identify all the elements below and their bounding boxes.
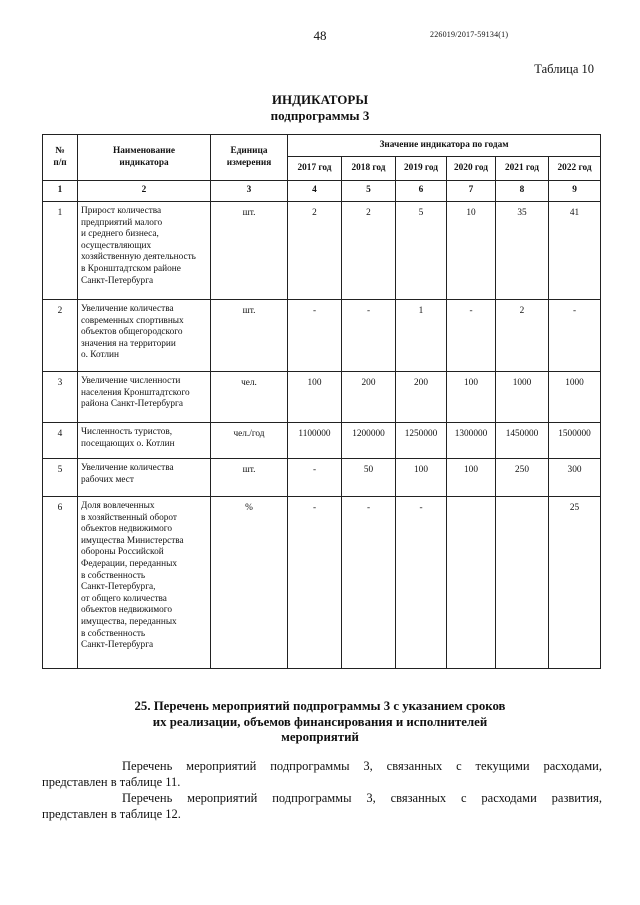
- column-number: 6: [396, 181, 447, 202]
- row-value: 100: [288, 372, 342, 423]
- header-row: [43, 135, 601, 157]
- paragraph-table-11: [42, 758, 602, 790]
- paragraph-line: Перечень мероприятий подпрограммы 3, связанных с расходами развития,: [122, 791, 602, 805]
- header-year: 2018 год: [342, 157, 396, 181]
- row-value: 100: [396, 459, 447, 497]
- table-row: [43, 202, 601, 300]
- row-unit: %: [211, 497, 288, 669]
- row-name: Увеличение количества рабочих мест: [78, 459, 211, 497]
- row-name: Доля вовлеченных в хозяйственный оборот объектов недвижимого имущества Министерства обороны Российской Федерации, переданных в собственность Санкт-Петербурга, от общего количества объектов недвижимого имущества, переданных в собственность Санкт-Петербурга: [78, 497, 211, 669]
- row-value: -: [342, 497, 396, 669]
- header-year: 2017 год: [288, 157, 342, 181]
- row-num: 3: [43, 372, 78, 423]
- header-num: № п/п: [43, 135, 78, 181]
- header-name: Наименование индикатора: [78, 135, 211, 181]
- row-value: 10: [447, 202, 496, 300]
- column-number: 2: [78, 181, 211, 202]
- row-value: 1000: [549, 372, 601, 423]
- row-value: 1200000: [342, 423, 396, 459]
- table-title: [0, 92, 640, 124]
- row-num: 4: [43, 423, 78, 459]
- row-value: 25: [549, 497, 601, 669]
- column-numbers-row: [43, 181, 601, 202]
- row-value: -: [549, 300, 601, 372]
- row-name: Увеличение количества современных спортивных объектов общегородского значения на территории о. Котлин: [78, 300, 211, 372]
- row-num: 6: [43, 497, 78, 669]
- header-year: 2019 год: [396, 157, 447, 181]
- row-unit: чел.: [211, 372, 288, 423]
- row-unit: шт.: [211, 300, 288, 372]
- row-value: 5: [396, 202, 447, 300]
- row-name: Прирост количества предприятий малого и среднего бизнеса, осуществляющих хозяйственную деятельность в Кронштадтском районе Санкт-Петербурга: [78, 202, 211, 300]
- row-value: 1000: [496, 372, 549, 423]
- row-value: -: [288, 459, 342, 497]
- row-value: [447, 497, 496, 669]
- row-value: 2: [496, 300, 549, 372]
- header-year: 2020 год: [447, 157, 496, 181]
- row-value: 1: [396, 300, 447, 372]
- paragraph-table-12: [42, 790, 602, 822]
- row-value: 300: [549, 459, 601, 497]
- document-reference: 226019/2017-59134(1): [430, 30, 509, 39]
- row-value: -: [447, 300, 496, 372]
- row-value: 250: [496, 459, 549, 497]
- row-value: 1100000: [288, 423, 342, 459]
- column-number: 8: [496, 181, 549, 202]
- row-unit: чел./год: [211, 423, 288, 459]
- column-number: 7: [447, 181, 496, 202]
- row-value: 1450000: [496, 423, 549, 459]
- table-row: [43, 423, 601, 459]
- section-heading: [0, 699, 640, 746]
- row-value: 100: [447, 372, 496, 423]
- header-unit: Единица измерения: [211, 135, 288, 181]
- section-heading-line: мероприятий: [281, 730, 359, 744]
- table-title-sub: подпрограммы 3: [270, 108, 370, 123]
- row-num: 1: [43, 202, 78, 300]
- header-year: 2021 год: [496, 157, 549, 181]
- row-value: -: [288, 300, 342, 372]
- row-value: 100: [447, 459, 496, 497]
- column-number: 9: [549, 181, 601, 202]
- row-name: Численность туристов, посещающих о. Котлин: [78, 423, 211, 459]
- row-value: -: [396, 497, 447, 669]
- row-value: 200: [396, 372, 447, 423]
- column-number: 1: [43, 181, 78, 202]
- table-label: Таблица 10: [534, 62, 594, 76]
- row-unit: шт.: [211, 459, 288, 497]
- row-value: 50: [342, 459, 396, 497]
- table-row: [43, 372, 601, 423]
- header-values-group: Значение индикатора по годам: [288, 135, 601, 157]
- row-unit: шт.: [211, 202, 288, 300]
- table-title-main: ИНДИКАТОРЫ: [271, 92, 369, 107]
- table-row: [43, 459, 601, 497]
- paragraph-line: представлен в таблице 12.: [42, 807, 181, 821]
- row-name: Увеличение численности населения Кронштадтского района Санкт-Петербурга: [78, 372, 211, 423]
- row-value: 41: [549, 202, 601, 300]
- row-value: [496, 497, 549, 669]
- indicators-table: [42, 134, 601, 669]
- section-heading-line: их реализации, объемов финансирования и исполнителей: [152, 714, 488, 729]
- header-year: 2022 год: [549, 157, 601, 181]
- column-number: 4: [288, 181, 342, 202]
- row-value: 1300000: [447, 423, 496, 459]
- row-value: 35: [496, 202, 549, 300]
- paragraph-line: Перечень мероприятий подпрограммы 3, связанных с текущими расходами,: [122, 759, 602, 773]
- row-value: 2: [342, 202, 396, 300]
- row-value: 1500000: [549, 423, 601, 459]
- page-number: 48: [313, 28, 327, 43]
- column-number: 5: [342, 181, 396, 202]
- row-num: 5: [43, 459, 78, 497]
- row-value: -: [342, 300, 396, 372]
- paragraph-line: представлен в таблице 11.: [42, 775, 181, 789]
- row-value: 2: [288, 202, 342, 300]
- row-value: -: [288, 497, 342, 669]
- table-row: [43, 497, 601, 669]
- column-number: 3: [211, 181, 288, 202]
- section-heading-line: 25. Перечень мероприятий подпрограммы 3 с указанием сроков: [134, 699, 506, 713]
- row-value: 200: [342, 372, 396, 423]
- table-row: [43, 300, 601, 372]
- row-value: 1250000: [396, 423, 447, 459]
- row-num: 2: [43, 300, 78, 372]
